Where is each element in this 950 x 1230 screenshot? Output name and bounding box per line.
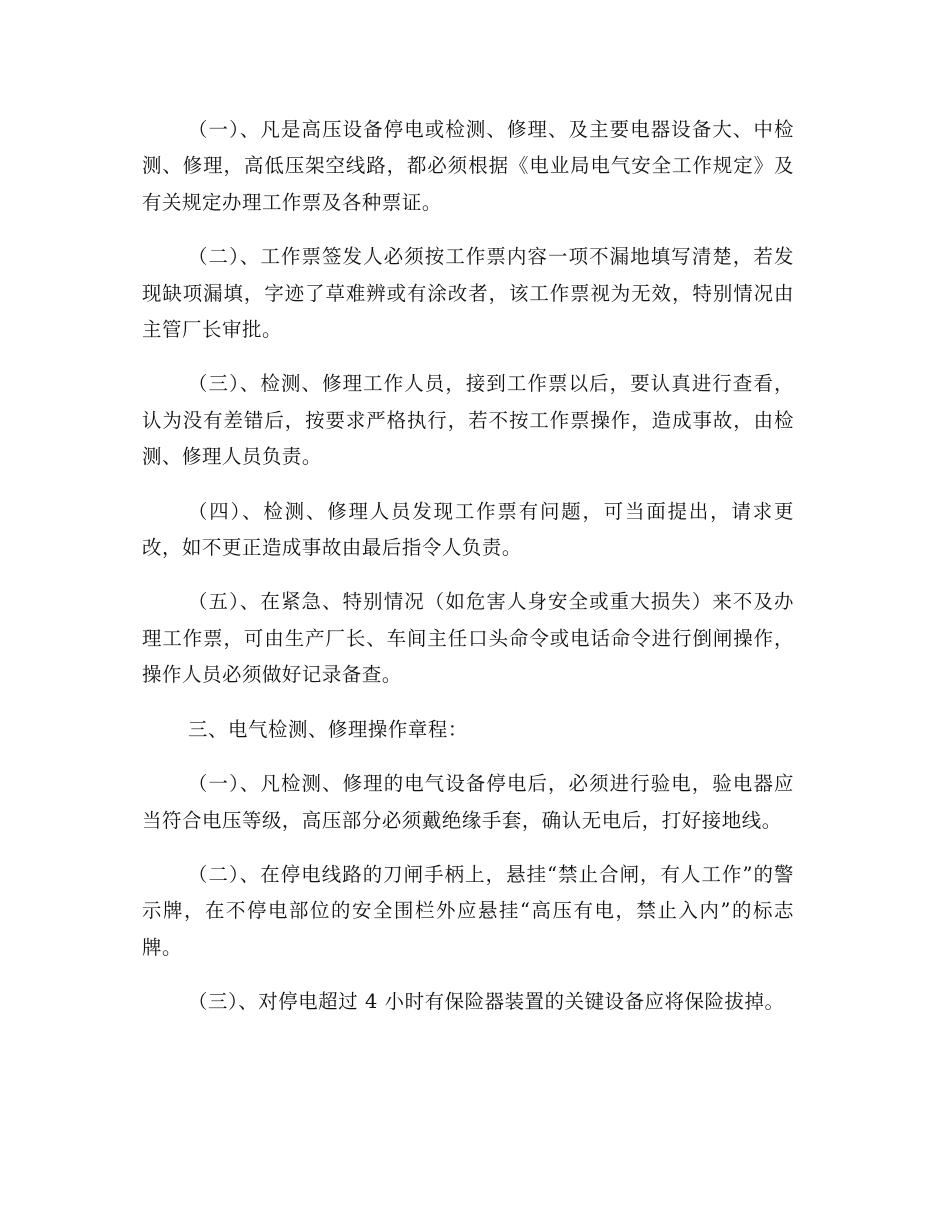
paragraph-8: （二）、在停电线路的刀闸手柄上，悬挂“禁止合闸，有人工作”的警示牌，在不停电部位的安全围栏外应悬挂“高压有电，禁止入内”的标志牌。 [142,862,794,959]
section-heading: 三、电气检测、修理操作章程： [188,717,468,741]
document-body [142,112,794,1039]
paragraph-5: （五）、在紧急、特别情况（如危害人身安全或重大损失）来不及办理工作票，可由生产厂长、车间主任口头命令或电话命令进行倒闸操作，操作人员必须做好记录备查。 [142,590,794,687]
paragraph-2: （二）、工作票签发人必须按工作票内容一项不漏地填写清楚，若发现缺项漏填，字迹了草难辨或有涂改者，该工作票视为无效，特别情况由主管厂长审批。 [142,245,794,342]
paragraph-7: （一）、凡检测、修理的电气设备停电后，必须进行验电，验电器应当符合电压等级，高压部分必须戴绝缘手套，确认无电后，打好接地线。 [142,772,794,832]
paragraph-4: （四）、检测、修理人员发现工作票有问题，可当面提出，请求更改，如不更正造成事故由最后指令人负责。 [142,499,794,560]
paragraph-9: （三）、对停电超过 4 小时有保险器装置的关键设备应将保险拔掉。 [188,990,785,1014]
paragraph-1: （一）、凡是高压设备停电或检测、修理、及主要电器设备大、中检测、修理，高低压架空线路，都必须根据《电业局电气安全工作规定》及有关规定办理工作票及各种票证。 [142,118,794,214]
paragraph-3: （三）、检测、修理工作人员，接到工作票以后，要认真进行查看，认为没有差错后，按要求严格执行，若不按工作票操作，造成事故，由检测、修理人员负责。 [142,372,794,469]
